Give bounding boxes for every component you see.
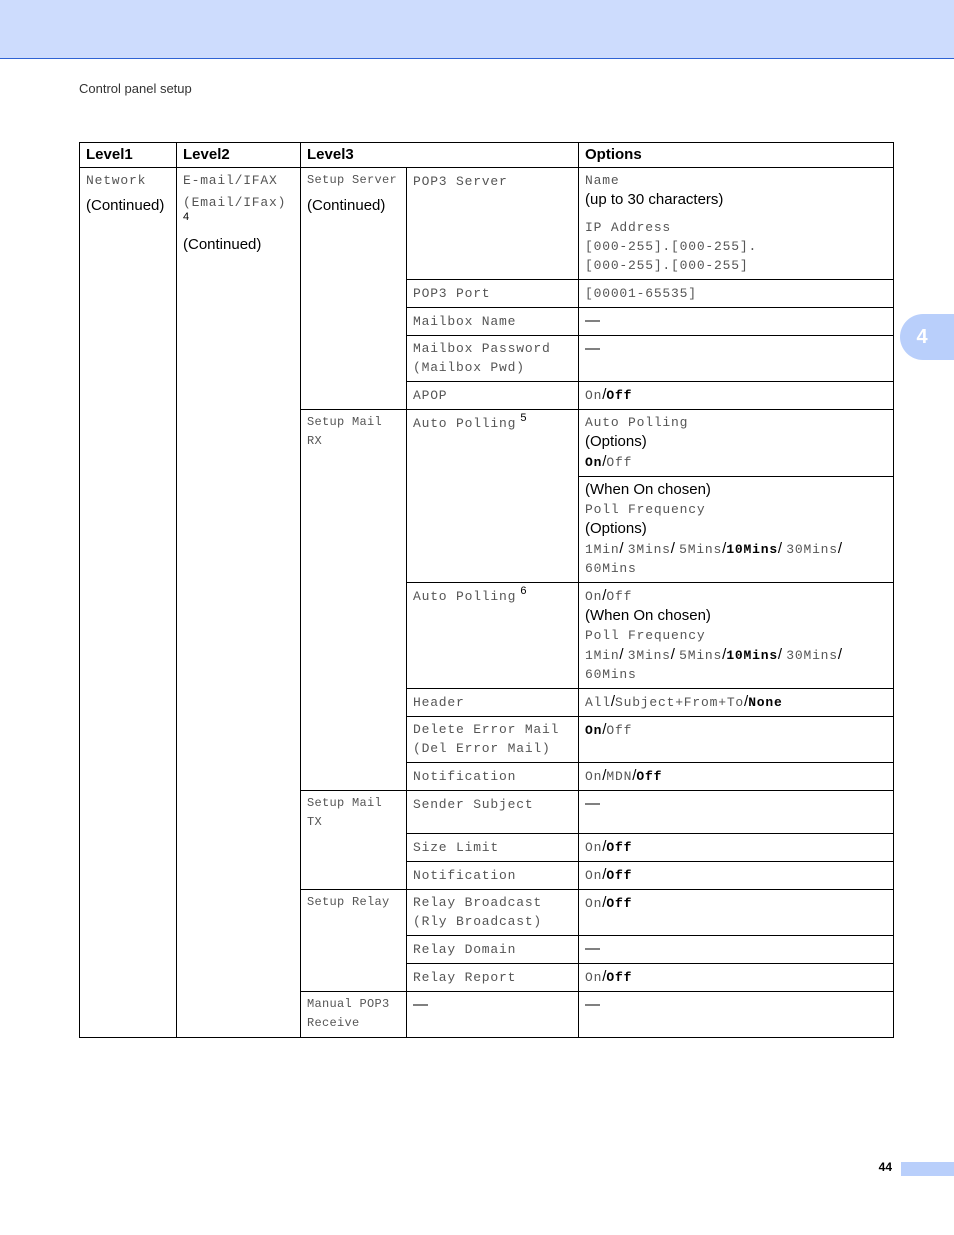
relay-domain-label: Relay Domain (407, 936, 579, 964)
section-title: Control panel setup (79, 81, 192, 96)
rx-notification-label: Notification (407, 763, 579, 791)
level2-alt: (Email/IFax) (183, 195, 287, 210)
auto-polling-a-label: Auto Polling $^5$ (407, 410, 579, 583)
level2-cell (177, 168, 301, 1038)
header-band (0, 0, 954, 59)
page-bar (901, 1162, 954, 1176)
header-level3: Level3 (301, 143, 579, 168)
level1-name: Network (86, 173, 147, 188)
tx-notification-options: On/Off (579, 862, 894, 890)
header-row-label: Header (407, 689, 579, 717)
sender-subject-options: — (579, 791, 894, 834)
apop-label: APOP (407, 382, 579, 410)
level2-continued: (Continued) (183, 236, 262, 253)
relay-report-options: On/Off (579, 964, 894, 992)
delete-error-mail-options: On/Off (579, 717, 894, 763)
relay-broadcast-options: On/Off (579, 890, 894, 936)
pop3-server-options: Name (up to 30 characters) IP Address [000-255].[000-255]. [000-255].[000-255] (579, 168, 894, 280)
header-row-options: All/Subject+From+To/None (579, 689, 894, 717)
level2-name: E-mail/IFAX (183, 173, 278, 188)
level1-continued: (Continued) (86, 197, 165, 214)
size-limit-label: Size Limit (407, 834, 579, 862)
setup-mail-tx-name: Setup Mail TX (307, 796, 383, 829)
table-header-row (80, 143, 894, 168)
setup-relay-cell (301, 890, 407, 992)
pop3-port-options: [00001-65535] (579, 280, 894, 308)
mailbox-name-label: Mailbox Name (407, 308, 579, 336)
footnote-ref[interactable]: 4 (183, 211, 190, 223)
pop3-server-label: POP3 Server (407, 168, 579, 280)
settings-table (79, 142, 894, 1038)
size-limit-options: On/Off (579, 834, 894, 862)
auto-polling-b-options: On/Off (When On chosen) Poll Frequency 1Min/ 3Mins/ 5Mins/10Mins/ 30Mins/ 60Mins (579, 583, 894, 689)
relay-broadcast-label: Relay Broadcast (Rly Broadcast) (407, 890, 579, 936)
manual-pop3-options: — (579, 992, 894, 1038)
page-number: 44 (878, 1160, 892, 1174)
setup-mail-rx-name: Setup Mail RX (307, 415, 383, 448)
sender-subject-label: Sender Subject (407, 791, 579, 834)
level1-cell (80, 168, 177, 1038)
tx-notification-label: Notification (407, 862, 579, 890)
footnote-ref[interactable]: 5 (520, 412, 527, 424)
apop-options: On/Off (579, 382, 894, 410)
setup-server-continued: (Continued) (307, 197, 386, 214)
delete-error-mail-label: Delete Error Mail (Del Error Mail) (407, 717, 579, 763)
mailbox-password-options: — (579, 336, 894, 382)
pop3-port-label: POP3 Port (407, 280, 579, 308)
header-options: Options (579, 143, 894, 168)
setup-mail-rx-cell (301, 410, 407, 791)
setup-server-cell (301, 168, 407, 410)
manual-pop3-level4: — (407, 992, 579, 1038)
setup-mail-tx-cell (301, 791, 407, 890)
table-row (80, 168, 894, 280)
relay-report-label: Relay Report (407, 964, 579, 992)
auto-polling-b-label: Auto Polling $^6$ (407, 583, 579, 689)
header-level2: Level2 (177, 143, 301, 168)
relay-domain-options: — (579, 936, 894, 964)
mailbox-password-label: Mailbox Password (Mailbox Pwd) (407, 336, 579, 382)
mailbox-name-options: — (579, 308, 894, 336)
setup-server-name: Setup Server (307, 173, 398, 187)
chapter-tab[interactable]: 4 (900, 314, 954, 360)
footnote-ref[interactable]: 6 (520, 585, 527, 597)
auto-polling-a-options: Auto Polling (Options) On/Off (579, 410, 894, 477)
manual-pop3-cell (301, 992, 407, 1038)
rx-notification-options: On/MDN/Off (579, 763, 894, 791)
setup-relay-name: Setup Relay (307, 895, 390, 909)
manual-pop3-name: Manual POP3 Receive (307, 997, 390, 1030)
poll-frequency-a-options: (When On chosen) Poll Frequency (Options) 1Min/ 3Mins/ 5Mins/10Mins/ 30Mins/ 60Mins (579, 477, 894, 583)
header-level1: Level1 (80, 143, 177, 168)
